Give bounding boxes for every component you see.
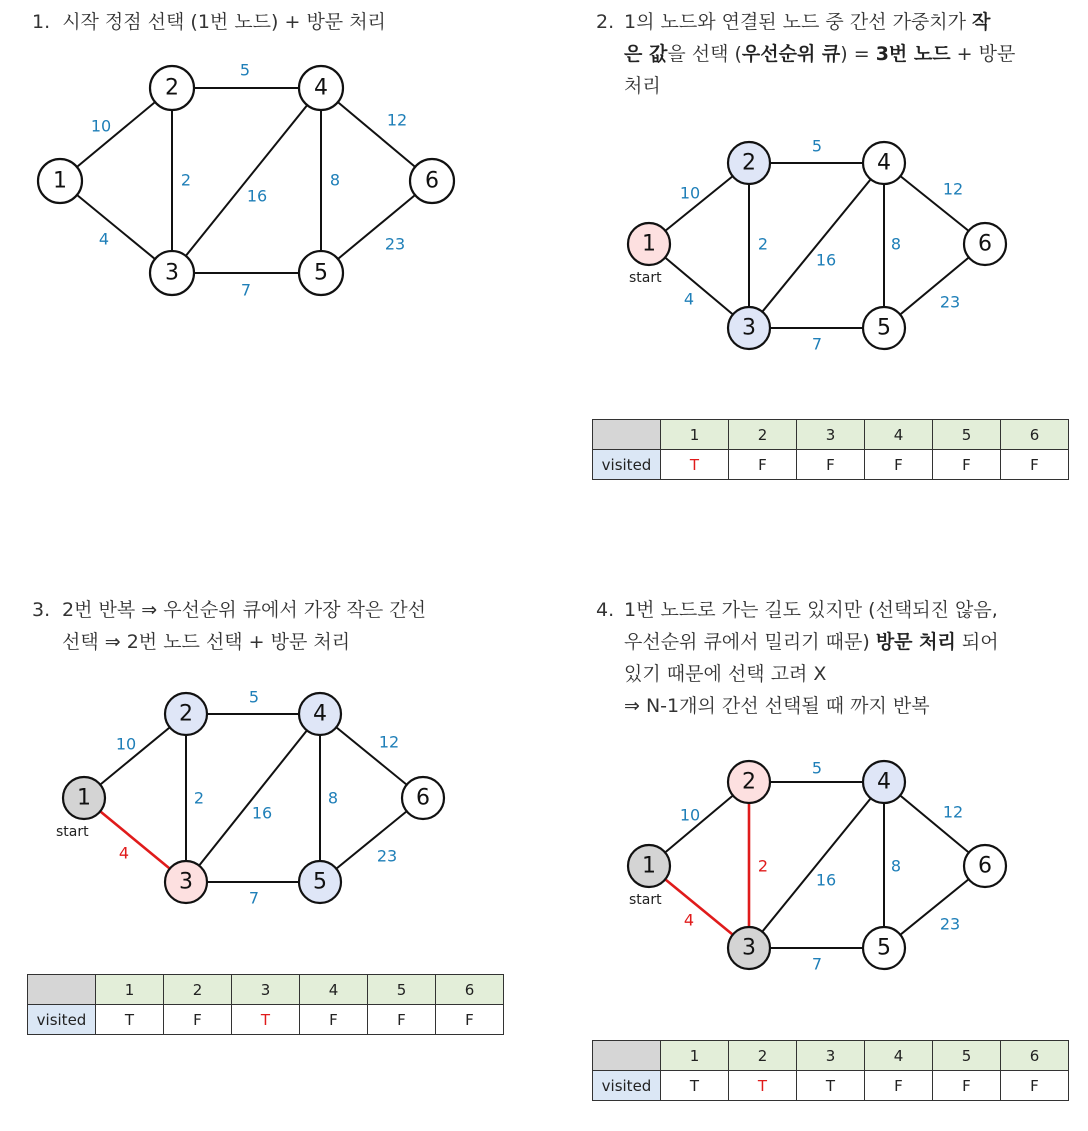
row-label: visited [593,450,661,480]
edge-weights [91,61,407,300]
edge-weight-3-5: 7 [248,888,260,908]
visited-cell: T [661,1071,729,1101]
node-1 [38,159,82,203]
step-4-line-4: ⇒ N-1개의 간선 선택될 때 까지 반복 [624,695,930,717]
svg-text:4: 4 [877,769,891,795]
header-cell: 6 [1001,1041,1069,1071]
edge-3-4 [749,782,884,948]
node-1 [628,845,670,887]
row-label: visited [28,1005,96,1035]
header-cell: 4 [865,1041,933,1071]
edge-weights [680,759,963,974]
header-cell: 5 [368,975,436,1005]
node-3 [728,307,770,349]
node-4 [299,66,343,110]
svg-text:2: 2 [742,769,756,795]
edge-weight-2-4: 5 [811,758,823,778]
header-cell: 3 [797,420,865,450]
step-3-line-1: 2번 반복 ⇒ 우선순위 큐에서 가장 작은 간선 [62,599,426,621]
svg-text:2: 2 [179,701,193,727]
start-label: start [56,824,89,840]
edge-weight-4-5: 8 [890,856,902,876]
table-corner-cell [593,420,661,450]
visited-cell: T [96,1005,164,1035]
header-cell: 2 [729,1041,797,1071]
step-4-line-2c: 되어 [955,631,999,653]
table-header-row [28,975,504,1005]
edge-weight-4-6: 12 [378,732,400,752]
table-row [28,1005,504,1035]
edge-weight-3-4: 16 [246,186,268,206]
svg-text:5: 5 [314,260,328,286]
edge-weight-2-4: 5 [239,60,251,80]
node-3 [165,861,207,903]
svg-text:3: 3 [742,935,756,961]
edge-weight-5-6: 23 [384,234,406,254]
step-4-number: 4. [596,599,615,621]
edge-weight-5-6: 23 [939,292,961,312]
edge-weight-1-3: 4 [683,289,695,309]
svg-text:6: 6 [425,168,439,194]
svg-text:1: 1 [642,231,656,257]
node-6 [402,777,444,819]
node-2 [165,693,207,735]
edge-weights [680,137,963,354]
step-4-line-2a: 우선순위 큐에서 밀리기 때문) [624,631,876,653]
svg-text:6: 6 [978,231,992,257]
visited-table-step-3 [27,974,504,1035]
visited-table-step-4 [592,1040,1069,1101]
edge-weight-2-4: 5 [248,687,260,707]
start-label: start [629,892,662,908]
edge-weight-2-3: 2 [757,234,769,254]
edge-weight-2-3: 2 [757,856,769,876]
step-2-line-2b: 을 선택 ( [667,43,742,65]
edge-weight-2-3: 2 [180,170,192,190]
visited-cell: F [1001,1071,1069,1101]
node-5 [863,307,905,349]
svg-text:5: 5 [313,869,327,895]
edge-weight-1-3: 4 [683,910,695,930]
step-2-text [596,6,1080,102]
step-2-line-2a: 은 값 [624,43,668,65]
edge-weight-4-6: 12 [942,179,964,199]
table-header-row [593,420,1069,450]
header-cell: 5 [933,1041,1001,1071]
edge-weight-1-2: 10 [115,734,137,754]
step-2-line-2f: + 방문 [950,43,1016,65]
edge-weight-5-6: 23 [376,846,398,866]
step-4-line-2b: 방문 처리 [875,631,956,653]
edge-3-4 [172,88,321,273]
node-2 [728,761,770,803]
visited-cell: T [232,1005,300,1035]
header-cell: 4 [865,420,933,450]
edge-weight-4-5: 8 [329,170,341,190]
header-cell: 6 [1001,420,1069,450]
header-cell: 2 [164,975,232,1005]
visited-cell: F [164,1005,232,1035]
node-3 [728,927,770,969]
edge-weight-3-4: 16 [815,870,837,890]
svg-text:4: 4 [314,75,328,101]
visited-cell: T [797,1071,865,1101]
step-4-line-3: 있기 때문에 선택 고려 X [624,663,827,685]
svg-text:3: 3 [742,315,756,341]
svg-text:2: 2 [165,75,179,101]
edge-weight-1-3: 4 [118,843,130,863]
edge-weight-3-4: 16 [815,250,837,270]
edge-weight-1-2: 10 [679,183,701,203]
step-1-number: 1. [32,11,51,33]
header-cell: 3 [797,1041,865,1071]
visited-cell: F [300,1005,368,1035]
visited-cell: F [865,450,933,480]
edge-weight-1-2: 10 [679,805,701,825]
node-6 [410,159,454,203]
visited-cell: F [436,1005,504,1035]
edge-weight-1-2: 10 [90,116,112,136]
header-cell: 1 [661,1041,729,1071]
edge-3-4 [749,163,884,328]
visited-cell: F [797,450,865,480]
header-cell: 6 [436,975,504,1005]
step-3-line-2: 선택 ⇒ 2번 노드 선택 + 방문 처리 [62,631,351,653]
node-5 [299,861,341,903]
node-1 [63,777,105,819]
visited-cell: T [661,450,729,480]
svg-text:1: 1 [77,785,91,811]
node-2 [728,142,770,184]
svg-text:5: 5 [877,315,891,341]
edge-weight-4-5: 8 [327,788,339,808]
header-cell: 5 [933,420,1001,450]
svg-text:6: 6 [978,853,992,879]
edge-weight-4-6: 12 [942,802,964,822]
step-4-line-1: 1번 노드로 가는 길도 있지만 (선택되진 않음, [624,599,998,621]
svg-text:6: 6 [416,785,430,811]
visited-cell: F [933,1071,1001,1101]
step-2-line-2c: 우선순위 큐 [741,43,841,65]
table-corner-cell [593,1041,661,1071]
step-1-text [32,6,386,38]
edge-weights [116,688,399,908]
node-4 [299,693,341,735]
edge-weight-3-5: 7 [240,280,252,300]
step-2-line-1a: 1의 노드와 연결된 노드 중 간선 가중치가 [624,11,973,33]
visited-cell: F [865,1071,933,1101]
table-corner-cell [28,975,96,1005]
edge-weight-3-5: 7 [811,334,823,354]
edges [60,88,432,273]
svg-text:4: 4 [313,701,327,727]
node-6 [964,845,1006,887]
header-cell: 1 [96,975,164,1005]
step-2-line-3: 처리 [624,75,661,97]
edge-weight-1-3: 4 [98,229,110,249]
edge-weight-4-6: 12 [386,110,408,130]
svg-text:2: 2 [742,150,756,176]
step-2-line-1b: 작 [972,11,991,33]
svg-text:1: 1 [642,853,656,879]
header-cell: 3 [232,975,300,1005]
svg-text:1: 1 [53,168,67,194]
header-cell: 4 [300,975,368,1005]
step-2-number: 2. [596,11,615,33]
step-2-line-2e: 3번 노드 [875,43,951,65]
step-3-number: 3. [32,599,51,621]
node-2 [150,66,194,110]
visited-table-step-2 [592,419,1069,480]
edge-weight-2-4: 5 [811,136,823,156]
visited-cell: F [933,450,1001,480]
node-5 [863,927,905,969]
visited-cell: T [729,1071,797,1101]
step-2-line-2d: ) = [840,43,876,65]
table-header-row [593,1041,1069,1071]
step-1-line-1: 시작 정점 선택 (1번 노드) + 방문 처리 [62,11,386,33]
header-cell: 2 [729,420,797,450]
edge-weight-2-3: 2 [193,788,205,808]
visited-cell: F [729,450,797,480]
edge-3-4 [186,714,320,882]
edge-weight-5-6: 23 [939,914,961,934]
header-cell: 1 [661,420,729,450]
node-4 [863,761,905,803]
node-1 [628,223,670,265]
step-3-text [32,594,532,658]
edge-weight-4-5: 8 [890,234,902,254]
start-label: start [629,270,662,286]
row-label: visited [593,1071,661,1101]
node-3 [150,251,194,295]
table-row [593,450,1069,480]
edge-weight-3-5: 7 [811,954,823,974]
step-4-text [596,594,1080,722]
visited-cell: F [1001,450,1069,480]
node-4 [863,142,905,184]
node-5 [299,251,343,295]
svg-text:5: 5 [877,935,891,961]
svg-text:3: 3 [165,260,179,286]
edge-weight-3-4: 16 [251,803,273,823]
svg-text:4: 4 [877,150,891,176]
visited-cell: F [368,1005,436,1035]
table-row [593,1071,1069,1101]
node-6 [964,223,1006,265]
svg-text:3: 3 [179,869,193,895]
